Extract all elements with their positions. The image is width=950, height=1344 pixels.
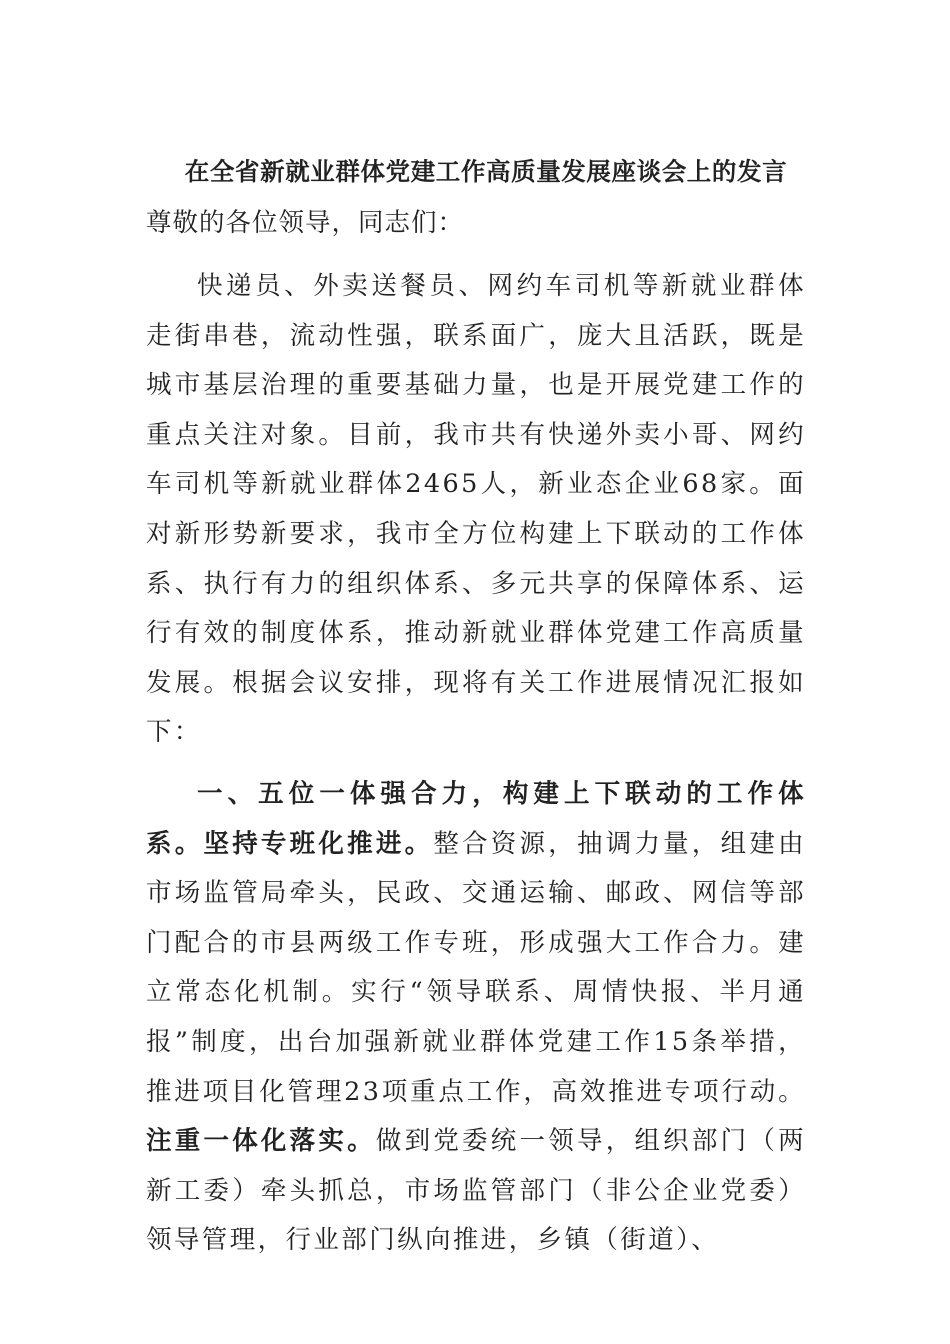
section-1-point-1-title: 坚持专班化推进。 (203, 828, 434, 859)
salutation: 尊敬的各位领导，同志们： (146, 208, 465, 238)
section-1-point-2-title: 注重一体化落实。 (146, 1126, 376, 1157)
section-1-heading: 一、五位一体强合力，构建上下联动的工作体系。 (146, 778, 806, 859)
intro-paragraph: 快递员、外卖送餐员、网约车司机等新就业群体走街串巷，流动性强，联系面广，庞大且活跃，既是城市基层治理的重要基础力量，也是开展党建工作的重点关注对象。目前，我市共有快递外卖小哥、网约车司机等新就业群体2465人，新业态企业68家。面对新形势新要求，我市全方位构建上下联动的工作体系、执行有力的组织体系、多元共享的保障体系、运行有效的制度体系，推动新就业群体党建工作高质量发展。根据会议安排，现将有关工作进展情况汇报如下： (146, 271, 806, 748)
section-1-paragraph (146, 770, 806, 1266)
section-1-point-2-text: 做到党委统一领导，组织部门（两新工委）牵头抓总，市场监管部门（非公企业党委）领导管理，行业部门纵向推进，乡镇（街道）、 (146, 1126, 806, 1256)
document-title: 在全省新就业群体党建工作高质量发展座谈会上的发言 (184, 157, 788, 186)
document-body (146, 152, 806, 1266)
section-1-point-1-text: 整合资源，抽调力量，组建由市场监管局牵头，民政、交通运输、邮政、网信等部门配合的市县两级工作专班，形成强大工作合力。建立常态化机制。实行“领导联系、周情快报、半月通报”制度，出台加强新就业群体党建工作15条举措，推进项目化管理23项重点工作，高效推进专项行动。 (146, 828, 807, 1107)
